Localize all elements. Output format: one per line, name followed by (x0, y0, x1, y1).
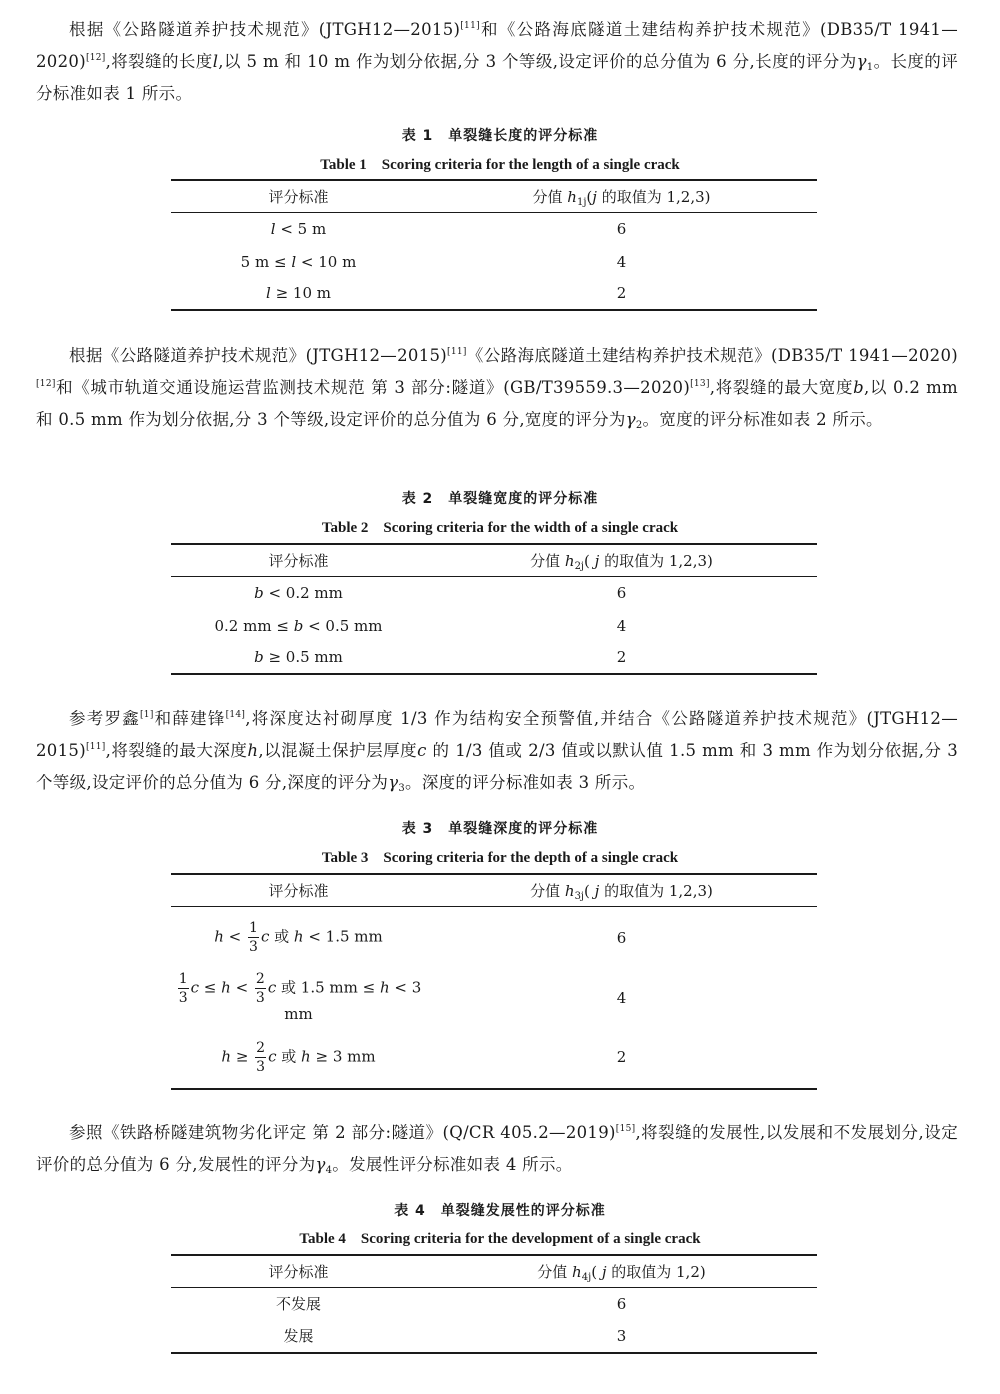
table3-header (171, 874, 817, 907)
table2-criterion: b ≥ 0.5 mm (171, 642, 426, 674)
table3 (171, 873, 817, 1090)
table-row (171, 278, 817, 310)
table2-header-criterion: 评分标准 (171, 544, 426, 577)
table4-caption-en: Table 4 Scoring criteria for the development of a single crack (299, 1231, 701, 1247)
table4-score: 3 (426, 1320, 817, 1353)
table1-caption-en: Table 1 Scoring criteria for the length of a single crack (320, 157, 680, 173)
table3-score: 4 (616, 988, 627, 1007)
table-row (171, 577, 817, 610)
table3-header-criterion: 评分标准 (171, 874, 426, 907)
table1-criterion: l ≥ 10 m (171, 278, 426, 310)
table2-score: 2 (426, 642, 817, 674)
table1-score: 2 (426, 278, 817, 310)
table-row (171, 1320, 817, 1353)
table3-score: 2 (426, 1027, 817, 1089)
table2-score: 6 (616, 584, 627, 603)
fraction-one-third: $\frac{1}{3}$ (178, 971, 188, 1006)
table-row (171, 610, 817, 642)
table4 (171, 1254, 817, 1354)
table3-criterion: h < $\frac{1}{3}$ c 或 h < 1.5 mm (214, 920, 383, 956)
fraction-two-thirds: $\frac{2}{3}$ (256, 1039, 266, 1075)
table1-header-criterion: 评分标准 (171, 180, 426, 213)
fraction-one-third: $\frac{1}{3}$ (249, 920, 258, 956)
paragraph-development: 参照《铁路桥隧建筑物劣化评定 第 2 部分:隧道》(Q/CR 405.2—2019)[15],将裂缝的发展性,以发展和不发展划分,设定评价的总分值为 6 分,发展性的评分为$\gamma_4$。发展性评分标准如表 4 所示。 (36, 1123, 958, 1176)
table-row (171, 246, 817, 278)
table3-caption-cn: 表 3 单裂缝深度的评分标准 (401, 821, 599, 837)
table1-score: 4 (616, 252, 627, 271)
table1-caption-cn: 表 1 单裂缝长度的评分标准 (401, 128, 599, 144)
table-row (171, 907, 817, 969)
table4-header (171, 1255, 817, 1288)
table2-caption-cn: 表 2 单裂缝宽度的评分标准 (401, 491, 599, 507)
table1-header-score: 分值 $h_{1j}(j$ 的取值为 1,2,3) (426, 180, 817, 213)
fraction-two-thirds: $\frac{2}{3}$ (255, 971, 265, 1006)
table3-criterion: h ≥ $\frac{2}{3}$ c 或 h ≥ 3 mm (171, 1027, 426, 1089)
table-row (171, 213, 817, 246)
table3-header-score: 分值 $h_{3j}$( j 的取值为 1,2,3) (426, 874, 817, 907)
table2-score: 4 (616, 616, 627, 635)
table4-score: 6 (616, 1294, 627, 1313)
table-row (171, 1288, 817, 1320)
table2-header (171, 544, 817, 577)
table2 (171, 543, 817, 675)
table1-score: 6 (616, 220, 627, 239)
table3-criterion: $\frac{1}{3}$ c ≤ h < $\frac{2}{3}$ c 或 1.5 mm ≤ h < 3 mm (178, 971, 422, 1023)
paragraph-length: 根据《公路隧道养护技术规范》(JTGH12—2015)[11]和《公路海底隧道土建结构养护技术规范》(DB35/T 1941—2020)[12],将裂缝的长度l,以 5 m 和 10 m 作为划分依据,分 3 个等级,设定评价的总分值为 6 分,长度的评分为$\gamma_1$。长度的评分标准如表 1 所示。 (36, 20, 959, 103)
table2-criterion: 0.2 mm ≤ b < 0.5 mm (214, 616, 383, 635)
table-row (171, 969, 817, 1027)
paragraph-depth: 参考罗鑫[1]和薛建锋[14],将深度达衬砌厚度 1/3 作为结构安全预警值,并结合《公路隧道养护技术规范》(JTGH12—2015)[11],将裂缝的最大深度h,以混凝土保护层厚度c 的 1/3 值或 2/3 值或以默认值 1.5 mm 和 3 mm 作为划分依据,分 3 个等级,设定评价的总分值为 6 分,深度的评分为$\gamma_3$。深度的评分标准如表 3 所示。 (36, 709, 958, 794)
table-row (171, 1027, 817, 1089)
table1-criterion: l < 5 m (270, 220, 327, 239)
table4-header-criterion: 评分标准 (171, 1255, 426, 1288)
table3-caption-en: Table 3 Scoring criteria for the depth of a single crack (321, 850, 679, 866)
table1-criterion: 5 m ≤ l < 10 m (240, 252, 357, 271)
table1 (171, 179, 817, 311)
table2-criterion: b < 0.2 mm (254, 584, 343, 603)
table4-criterion: 发展 (171, 1320, 426, 1353)
table-row (171, 642, 817, 674)
paragraph-width: 根据《公路隧道养护技术规范》(JTGH12—2015)[11]《公路海底隧道土建结构养护技术规范》(DB35/T 1941—2020)[12]和《城市轨道交通设施运营监测技术规范 第 3 部分:隧道》(GB/T39559.3—2020)[13],将裂缝的最大宽度b,以 0.2 mm 和 0.5 mm 作为划分依据,分 3 个等级,设定评价的总分值为 6 分,宽度的评分为$\gamma_2$。宽度的评分标准如表 2 所示。 (36, 346, 959, 431)
table2-header-score: 分值 $h_{2j}$( j 的取值为 1,2,3) (426, 544, 817, 577)
table3-score: 6 (616, 928, 627, 947)
table4-header-score: 分值 $h_{4j}$( j 的取值为 1,2) (426, 1255, 817, 1288)
table4-caption-cn: 表 4 单裂缝发展性的评分标准 (394, 1203, 606, 1219)
table2-caption-en: Table 2 Scoring criteria for the width of a single crack (321, 520, 679, 536)
table4-criterion: 不发展 (275, 1295, 321, 1314)
table1-header (171, 180, 817, 213)
